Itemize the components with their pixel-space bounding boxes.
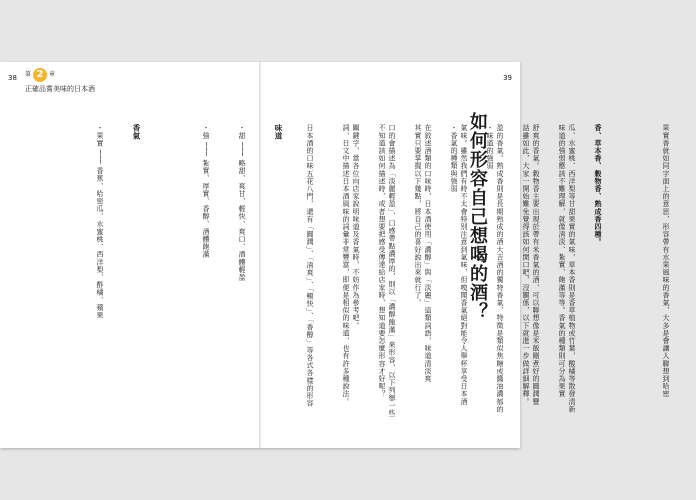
chapter-prefix: 第 — [25, 71, 32, 78]
body-line: 關鍵字，當各位向店家說明味道及香氣時，不妨作為參考吧。 — [352, 124, 360, 330]
taste-item: ・甜 ─── 略甜、爽甘、輕快、爽口、酒體輕盈 — [238, 124, 246, 281]
book-spread — [0, 62, 670, 448]
body-line: 舒爽的香氣。穀物香主要出現於帶有米香氣的酒，可以聯想像是米飯剛煮好的圓潤豐 — [532, 124, 540, 406]
page-heading: 如何形容自己想喝的酒？ — [467, 112, 488, 321]
body-line: 其實只要掌握以下幾點，將自己的喜好說出來就行了。 — [414, 124, 422, 307]
right-page-body — [280, 124, 696, 417]
body-line: 氣味。雖然我們有時不太會特別注意到氣味，但嗅聞香氣絕對能令人舉杯享受日本酒 — [460, 124, 468, 406]
list-item: ・味道的強弱 — [486, 124, 494, 170]
aroma-heading: 香氣 — [132, 124, 141, 141]
aroma-types-line: 香、草本香、穀物香、熟成香四種。 — [594, 124, 602, 246]
body-line: 在敘述酒類的口味時，日本酒使用「濃醇」與「淡麗」這類詞語，味道清淡爽 — [424, 124, 432, 383]
body-line: 詞，日文中描述日本酒風味的詞彙非常豐富，即便是相似的味道，也有許多種說法。 — [342, 124, 350, 406]
body-line: 口的會描述為「淡麗輕盈」，口感帶點濃厚的，則以「濃醇飽滿」來形容，以下列舉一些 — [388, 124, 396, 417]
body-line: 話雖如此，大家一開始難免覺得該如何開口吧，沒關係，以下就進一步做詳細解釋。 — [522, 124, 530, 406]
body-line: 不知道該如何描述時，或者想要把感受傳達給店家時，想知道要怎麼形容才好呢？ — [378, 124, 386, 398]
body-line: 日本酒的口味五花八門，還有「圓潤」、「清爽」、「暢快」、「香醇」等各式各樣的形容 — [306, 124, 314, 407]
chapter-title: 正確品嘗美味的日本酒 — [25, 85, 95, 93]
chapter-marker — [25, 68, 55, 82]
left-page-number: 38 — [8, 74, 17, 82]
chapter-number-badge: 2 — [33, 68, 47, 82]
body-line: 果實香就如同字面上的意思，形容帶有水果風味的香氣，大多是會讓人聯想到哈密 — [662, 124, 670, 398]
taste-heading: 味道 — [274, 124, 283, 141]
body-line: 味道的強弱應該不難理解，就像清淡、紮實、飽滿等等。香氣的種類則可分為果實 — [558, 124, 566, 398]
aroma-item: ・果實 ─── 香蕉、哈密瓜、水蜜桃、西洋梨、酢橘、蘋果 — [96, 124, 104, 319]
right-page-number: 39 — [503, 74, 512, 82]
chapter-suffix: 章 — [49, 71, 56, 78]
taste-item: ・強 ─── 紮實、厚實、香醇、酒體飽滿 — [202, 124, 210, 259]
body-line: 瓜、水蜜桃、西洋梨等甘甜果實的氣味，草本香則是香草植物或竹葉，酸橘等散發清新 — [568, 124, 576, 413]
list-item: ・香氣的種類與強弱 — [450, 124, 458, 193]
body-line: 盈的香氣。熟成香則是長期熟成的酒大吉酒的獨特香氣，特徵是類似焦糖或醬油濃郁的 — [496, 124, 504, 413]
